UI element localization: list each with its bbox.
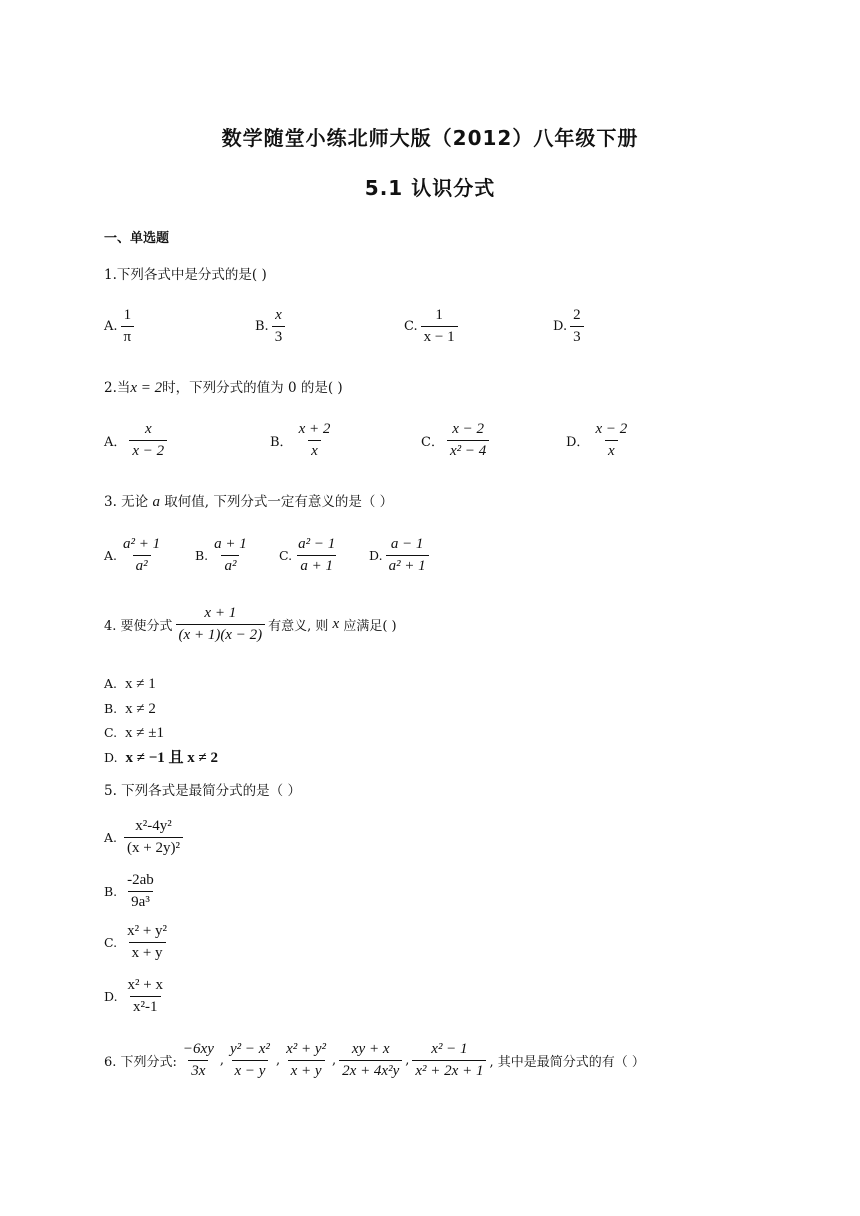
numerator: -2ab [127, 872, 154, 888]
option-label: B. [104, 883, 118, 899]
question-3-stem [104, 490, 393, 511]
fraction [124, 817, 183, 858]
numerator: y² − x² [230, 1041, 270, 1057]
q2-option-d[interactable] [566, 420, 633, 461]
numerator: x² + y² [127, 923, 168, 939]
stem-math: a [152, 494, 160, 510]
fraction [296, 420, 334, 461]
fraction [412, 1040, 486, 1081]
numerator: x [275, 307, 282, 323]
q1-option-c[interactable] [404, 306, 461, 347]
option-label: C． [421, 434, 444, 450]
q3-option-b[interactable] [195, 535, 253, 576]
stem-text: 有意义, 则 [268, 618, 329, 634]
fraction [180, 1040, 217, 1081]
denominator: a² [133, 555, 151, 576]
fraction [124, 922, 170, 963]
fraction [125, 976, 166, 1017]
numerator: a² + 1 [123, 536, 161, 552]
option-label: C. [404, 318, 418, 334]
q4-option-c[interactable] [104, 721, 218, 746]
stem-text: , 其中是最简分式的有（ ） [489, 1054, 645, 1070]
fraction [124, 871, 157, 912]
fraction [295, 535, 338, 576]
q4-option-b[interactable] [104, 697, 218, 722]
option-label: B. [104, 700, 118, 716]
q2-option-b[interactable] [270, 420, 336, 461]
option-text: x ≠ ±1 [125, 725, 165, 741]
fraction [120, 535, 163, 576]
numerator: x + 1 [204, 605, 237, 621]
option-label: A. [104, 318, 118, 334]
option-text: x ≠ 2 [125, 700, 156, 717]
numerator: x − 2 [452, 421, 484, 437]
fraction [283, 1040, 329, 1081]
option-label: B. [255, 318, 269, 334]
q4-options [104, 672, 218, 770]
denominator: x²-1 [130, 996, 161, 1017]
stem-text: 3. 无论 [104, 494, 149, 510]
numerator: x²-4y² [135, 818, 172, 834]
option-text: x ≠ −1 且 x ≠ 2 [125, 749, 219, 766]
question-2-stem [104, 376, 343, 397]
option-label: D． [566, 434, 590, 450]
option-label: A. [104, 829, 118, 845]
fraction [386, 535, 429, 576]
question-6-stem: 6. 下列分式: $\frac{-6xy}{3x}$ , $\frac{\text{y² − x²}}{x - y}$ , $\frac{\text{x² + y²}}{x + y}$ , $\frac{xy + x}{\text{2x + 4x²y}}$ , $\frac{\text{x² − 1}}{\text{x² + 2x + 1}}$ , 其中是最简分式的有（ ） [104, 1041, 645, 1079]
fraction [592, 420, 630, 461]
numerator: xy + x [351, 1041, 390, 1057]
denominator: (x + 1)(x − 2) [176, 624, 266, 645]
fraction [121, 306, 135, 347]
stem-math: x = 2 [130, 380, 163, 396]
numerator: x − 2 [595, 421, 628, 437]
fraction [211, 535, 250, 576]
q1-option-a[interactable] [104, 306, 137, 347]
denominator: 3x [188, 1060, 208, 1081]
denominator: x − 2 [129, 440, 167, 461]
option-label: D. [104, 988, 118, 1004]
q2-option-a[interactable] [104, 420, 170, 461]
numerator: a + 1 [214, 536, 247, 552]
stem-text: 2.当 [104, 380, 131, 396]
option-label: B. [195, 547, 209, 563]
question-5-stem: 5. 下列各式是最简分式的是（ ） [104, 783, 301, 799]
denominator: a² [221, 555, 239, 576]
denominator: π [121, 326, 135, 347]
fraction [421, 306, 458, 347]
option-label: A． [104, 434, 127, 450]
q3-option-c[interactable] [279, 535, 341, 576]
option-label: C. [104, 725, 118, 740]
denominator: a + 1 [297, 555, 336, 576]
numerator: −6xy [182, 1041, 214, 1057]
fraction [176, 604, 266, 645]
q5-option-d[interactable] [104, 976, 169, 1017]
q2-option-c[interactable] [421, 420, 492, 461]
numerator: 1 [123, 307, 132, 323]
option-label: D. [553, 318, 568, 334]
denominator: (x + 2y)² [124, 837, 183, 858]
denominator: x² + 2x + 1 [412, 1060, 486, 1081]
denominator: 2x + 4x²y [339, 1060, 402, 1081]
numerator: x [144, 421, 152, 437]
q5-option-a[interactable] [104, 817, 186, 858]
option-label: D. [369, 547, 383, 563]
q1-option-b[interactable] [255, 306, 288, 347]
numerator: x + 2 [298, 421, 331, 437]
q5-option-c[interactable] [104, 922, 173, 963]
denominator: 3 [570, 326, 584, 347]
option-label: A. [104, 676, 118, 691]
denominator: 9a³ [128, 891, 153, 912]
numerator: 1 [435, 307, 443, 323]
denominator: x [605, 440, 618, 461]
stem-text: 取何值, 下列分式一定有意义的是（ ） [164, 494, 394, 510]
fraction [447, 420, 489, 461]
q3-option-a[interactable] [104, 535, 166, 576]
stem-text: 6. 下列分式: [104, 1054, 177, 1070]
fraction [570, 306, 584, 347]
numerator: a² − 1 [298, 536, 336, 552]
numerator: x² − 1 [431, 1041, 468, 1057]
section-heading: 一、单选题 [104, 231, 170, 246]
option-text: x ≠ 1 [124, 676, 156, 692]
fraction [227, 1040, 273, 1081]
fraction [272, 306, 286, 347]
question-4-stem [104, 604, 397, 645]
q4-option-a[interactable] [104, 672, 218, 697]
numerator: a − 1 [390, 536, 424, 552]
stem-text: 应满足( ) [343, 618, 397, 634]
option-label: B． [270, 434, 293, 450]
q3-option-d[interactable] [369, 535, 432, 576]
numerator: x² + x [127, 977, 164, 993]
option-label: C. [104, 934, 118, 950]
denominator: x² − 4 [447, 440, 489, 461]
stem-text: 时，下列分式的值为 0 的是( ) [162, 380, 343, 396]
q4-option-d[interactable] [104, 746, 218, 771]
denominator: x − y [232, 1060, 269, 1081]
denominator: x + y [288, 1060, 325, 1081]
numerator: x² + y² [286, 1041, 327, 1057]
stem-text: 4. 要使分式 [104, 618, 173, 634]
question-1-stem: 1.下列各式中是分式的是( ) [104, 267, 267, 283]
fraction [129, 420, 167, 461]
q5-option-b[interactable] [104, 871, 160, 912]
document-title: 数学随堂小练北师大版（2012）八年级下册 [221, 126, 639, 150]
denominator: 3 [272, 326, 286, 347]
denominator: x [308, 440, 321, 461]
numerator: 2 [573, 307, 581, 323]
fraction [339, 1040, 402, 1081]
q1-option-d[interactable] [553, 306, 587, 347]
option-label: C. [279, 547, 293, 563]
denominator: x + y [129, 942, 166, 963]
option-label: D. [104, 749, 118, 765]
denominator: x − 1 [421, 326, 458, 347]
option-label: A. [104, 547, 118, 563]
stem-math: x [332, 615, 340, 632]
denominator: a² + 1 [386, 555, 429, 576]
section-subtitle: 5.1 认识分式 [364, 176, 496, 200]
